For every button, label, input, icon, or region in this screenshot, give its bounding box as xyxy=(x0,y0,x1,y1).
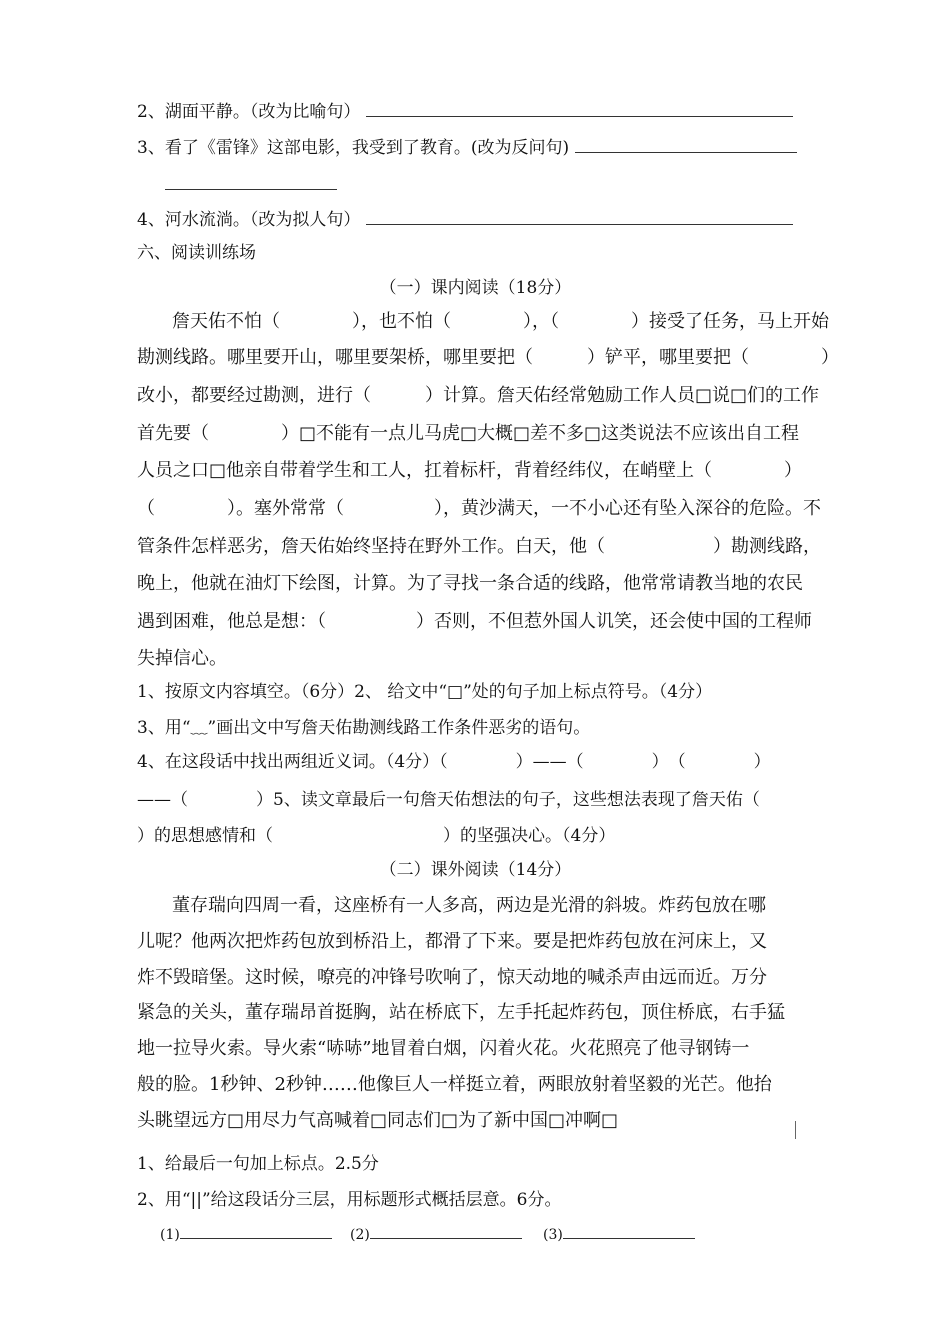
part1-passage-line: 勘测线路。哪里要开山，哪里要架桥，哪里要把（ ）铲平，哪里要把（ ） xyxy=(137,347,839,368)
rewrite-question-3-text: 3、看了《雷锋》这部电影，我受到了教育。(改为反问句) xyxy=(137,138,570,158)
part2-passage-line: 紧急的关头，董存瑞昂首挺胸，站在桥底下，左手托起炸药包，顶住桥底，右手猛 xyxy=(137,1002,785,1023)
layer-divider-mark xyxy=(795,1121,796,1139)
part2-question-line: 1、给最后一句加上标点。2.5分 xyxy=(137,1154,379,1174)
rewrite-question-4-text: 4、河水流淌。（改为拟人句） xyxy=(137,210,361,230)
section-six-title: 六、阅读训练场 xyxy=(137,243,256,263)
answer-slot-1 xyxy=(160,1222,332,1247)
part1-passage-line: 遇到困难，他总是想：（ ）否则，不但惹外国人讥笑，还会使中国的工程师 xyxy=(137,611,812,632)
part1-question-line: 1、按原文内容填空。（6分）2、 给文中“□”处的句子加上标点符号。（4分） xyxy=(137,682,713,702)
part1-passage-line: 人员之口□他亲自带着学生和工人，扛着标杆，背着经纬仪，在峭壁上（ ） xyxy=(137,460,803,481)
part2-passage-line: 般的脸。1秒钟、2秒钟……他像巨人一样挺立着，两眼放射着坚毅的光芒。他抬 xyxy=(137,1074,772,1095)
rewrite-answer-line-3[interactable] xyxy=(575,134,797,153)
part1-question-line: ）的思想感情和（ ）的坚强决心。（4分） xyxy=(137,826,616,846)
part1-passage-line: 失掉信心。 xyxy=(137,648,227,669)
part2-heading: （二）课外阅读（14分） xyxy=(379,860,572,880)
part1-passage-line: 改小，都要经过勘测，进行（ ）计算。詹天佑经常勉励工作人员□说□们的工作 xyxy=(137,385,820,406)
part2-passage-line: 地一拉导火索。导火索“哧哧”地冒着白烟，闪着火花。火花照亮了他寻钢铸一 xyxy=(137,1038,750,1059)
part1-passage-line: 管条件怎样恶劣，詹天佑始终坚持在野外工作。白天，他（ ）勘测线路， xyxy=(137,536,821,557)
part1-passage-line: 首先要（ ）□不能有一点儿马虎□大概□差不多□这类说法不应该出自工程 xyxy=(137,423,800,444)
rewrite-question-3 xyxy=(137,134,797,160)
part2-passage-line: 儿呢？他两次把炸药包放到桥沿上，都滑了下来。要是把炸药包放在河床上，又 xyxy=(137,931,767,952)
answer-label-1: (1) xyxy=(160,1227,180,1243)
answer-line-1[interactable] xyxy=(180,1222,332,1239)
part1-passage-line: 詹天佑不怕（ ），也不怕（ ），（ ）接受了任务，马上开始 xyxy=(172,311,829,332)
answer-line-2[interactable] xyxy=(370,1222,522,1239)
part1-question-line: 3、用“﹏”画出文中写詹天佑勘测线路工作条件恶劣的语句。 xyxy=(137,718,591,738)
part1-question-line: 4、在这段话中找出两组近义词。（4分）（ ）——（ ） （ ） xyxy=(137,752,771,772)
answer-slot-3 xyxy=(543,1222,695,1247)
part1-passage-line: （ ）。塞外常常（ ），黄沙满天，一不小心还有坠入深谷的危险。不 xyxy=(137,498,821,519)
rewrite-question-4 xyxy=(137,206,793,232)
part2-passage-line: 炸不毁暗堡。这时候，嘹亮的冲锋号吹响了，惊天动地的喊杀声由远而近。万分 xyxy=(137,967,767,988)
answer-label-2: (2) xyxy=(350,1227,370,1243)
part1-question-line: ——（ ）5、读文章最后一句詹天佑想法的句子，这些想法表现了詹天佑（ xyxy=(137,790,760,810)
rewrite-question-2 xyxy=(137,98,793,124)
rewrite-question-2-text: 2、湖面平静。（改为比喻句） xyxy=(137,102,361,122)
part2-passage-line: 头眺望远方□用尽力气高喊着□同志们□为了新中国□冲啊□ xyxy=(137,1110,619,1131)
answer-slot-2 xyxy=(350,1222,522,1247)
part2-passage-line: 董存瑞向四周一看，这座桥有一人多高，两边是光滑的斜坡。炸药包放在哪 xyxy=(172,895,766,916)
rewrite-answer-line-2[interactable] xyxy=(366,98,793,117)
rewrite-answer-line-4[interactable] xyxy=(366,206,793,225)
part2-question-line: 2、用“||”给这段话分三层，用标题形式概括层意。6分。 xyxy=(137,1190,562,1210)
part1-heading: （一）课内阅读（18分） xyxy=(379,278,572,298)
answer-line-3[interactable] xyxy=(563,1222,695,1239)
rewrite-answer-line-3-cont[interactable] xyxy=(165,189,337,190)
part1-passage-line: 晚上，他就在油灯下绘图，计算。为了寻找一条合适的线路，他常常请教当地的农民 xyxy=(137,573,803,594)
answer-label-3: (3) xyxy=(543,1227,563,1243)
